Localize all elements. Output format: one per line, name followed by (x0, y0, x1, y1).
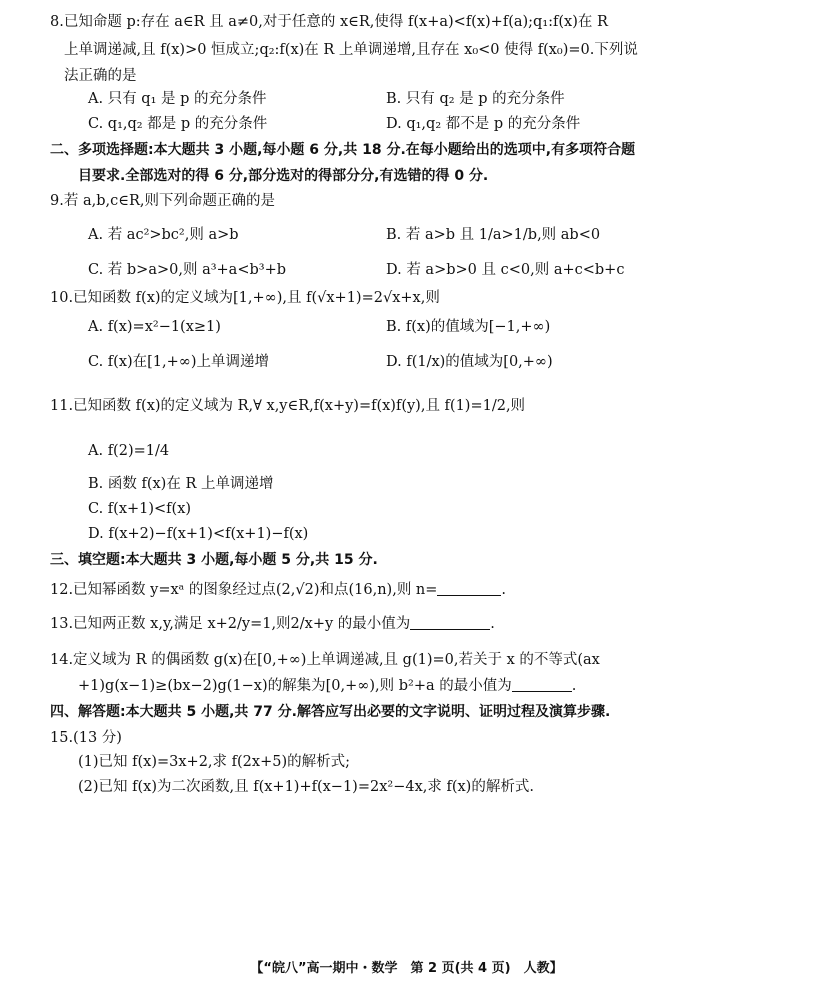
q14-line1: 14.定义域为 R 的偶函数 g(x)在[0,+∞)上单调递减,且 g(1)=0,若关于 x 的不等式(ax (50, 652, 600, 668)
q10-option-d: D. f(1/x)的值域为[0,+∞) (386, 354, 553, 370)
q10-option-a: A. f(x)=x²−1(x≥1) (88, 319, 221, 335)
q8-line1: 8.已知命题 p:存在 a∈R 且 a≠0,对于任意的 x∈R,使得 f(x+a)<f(x)+f(a);q₁:f(x)在 R (50, 14, 608, 30)
q13-text: 13.已知两正数 x,y,满足 x+2/y=1,则2/x+y 的最小值为 (50, 616, 411, 632)
q14-text: +1)g(x−1)≥(bx−2)g(1−x)的解集为[0,+∞),则 b²+a 的最小值为 (78, 678, 512, 694)
q9-option-d: D. 若 a>b>0 且 c<0,则 a+c<b+c (386, 262, 625, 278)
q10-option-c: C. f(x)在[1,+∞)上单调递增 (88, 354, 270, 370)
q10-option-b: B. f(x)的值域为[−1,+∞) (386, 319, 551, 335)
q14-end: . (571, 678, 577, 694)
q9-option-a: A. 若 ac²>bc²,则 a>b (88, 227, 239, 243)
q11-option-b: B. 函数 f(x)在 R 上单调递增 (88, 476, 274, 492)
q11-option-d: D. f(x+2)−f(x+1)<f(x+1)−f(x) (88, 526, 309, 542)
q9-option-c: C. 若 b>a>0,则 a³+a<b³+b (88, 262, 287, 278)
section2-heading-line2: 目要求.全部选对的得 6 分,部分选对的得部分分,有选错的得 0 分. (78, 168, 489, 184)
q11-option-c: C. f(x+1)<f(x) (88, 501, 192, 517)
q8-option-c: C. q₁,q₂ 都是 p 的充分条件 (88, 116, 268, 132)
section4-heading: 四、解答题:本大题共 5 小题,共 77 分.解答应写出必要的文字说明、证明过程及演算步骤. (50, 704, 611, 720)
q12-text: 12.已知幂函数 y=xᵃ 的图象经过点(2,√2)和点(16,n),则 n= (50, 582, 438, 598)
q11-stem: 11.已知函数 f(x)的定义域为 R,∀ x,y∈R,f(x+y)=f(x)f(y),且 f(1)=1/2,则 (50, 398, 526, 414)
q15-part2: (2)已知 f(x)为二次函数,且 f(x+1)+f(x−1)=2x²−4x,求 f(x)的解析式. (78, 779, 534, 795)
q10-stem: 10.已知函数 f(x)的定义域为[1,+∞),且 f(√x+1)=2√x+x,则 (50, 290, 440, 306)
q9-stem: 9.若 a,b,c∈R,则下列命题正确的是 (50, 193, 275, 209)
q13-end: . (490, 616, 495, 632)
q15-title: 15.(13 分) (50, 730, 122, 746)
page-footer: 【“皖八”高一期中・数学 第 2 页(共 4 页) 人教】 (250, 961, 563, 976)
q8-option-a: A. 只有 q₁ 是 p 的充分条件 (88, 91, 267, 107)
q14-answer-blank[interactable] (512, 677, 572, 692)
section3-heading: 三、填空题:本大题共 3 小题,每小题 5 分,共 15 分. (50, 552, 378, 568)
q12-line (50, 580, 506, 600)
q8-line2: 上单调递减,且 f(x)>0 恒成立;q₂:f(x)在 R 上单调递增,且存在 x₀<0 使得 f(x₀)=0.下列说 (64, 42, 638, 58)
q9-option-b: B. 若 a>b 且 1/a>1/b,则 ab<0 (386, 227, 601, 243)
q8-line3: 法正确的是 (64, 68, 137, 84)
q14-line2 (78, 676, 576, 696)
section2-heading-line1: 二、多项选择题:本大题共 3 小题,每小题 6 分,共 18 分.在每小题给出的选项中,有多项符合题 (50, 142, 636, 158)
q13-answer-blank[interactable] (410, 615, 490, 630)
q13-line (50, 614, 495, 634)
q11-option-a: A. f(2)=1/4 (88, 443, 170, 459)
q8-option-b: B. 只有 q₂ 是 p 的充分条件 (386, 91, 565, 107)
q12-answer-blank[interactable] (437, 581, 501, 596)
q12-end: . (501, 582, 507, 598)
q15-part1: (1)已知 f(x)=3x+2,求 f(2x+5)的解析式; (78, 754, 350, 770)
q8-option-d: D. q₁,q₂ 都不是 p 的充分条件 (386, 116, 581, 132)
